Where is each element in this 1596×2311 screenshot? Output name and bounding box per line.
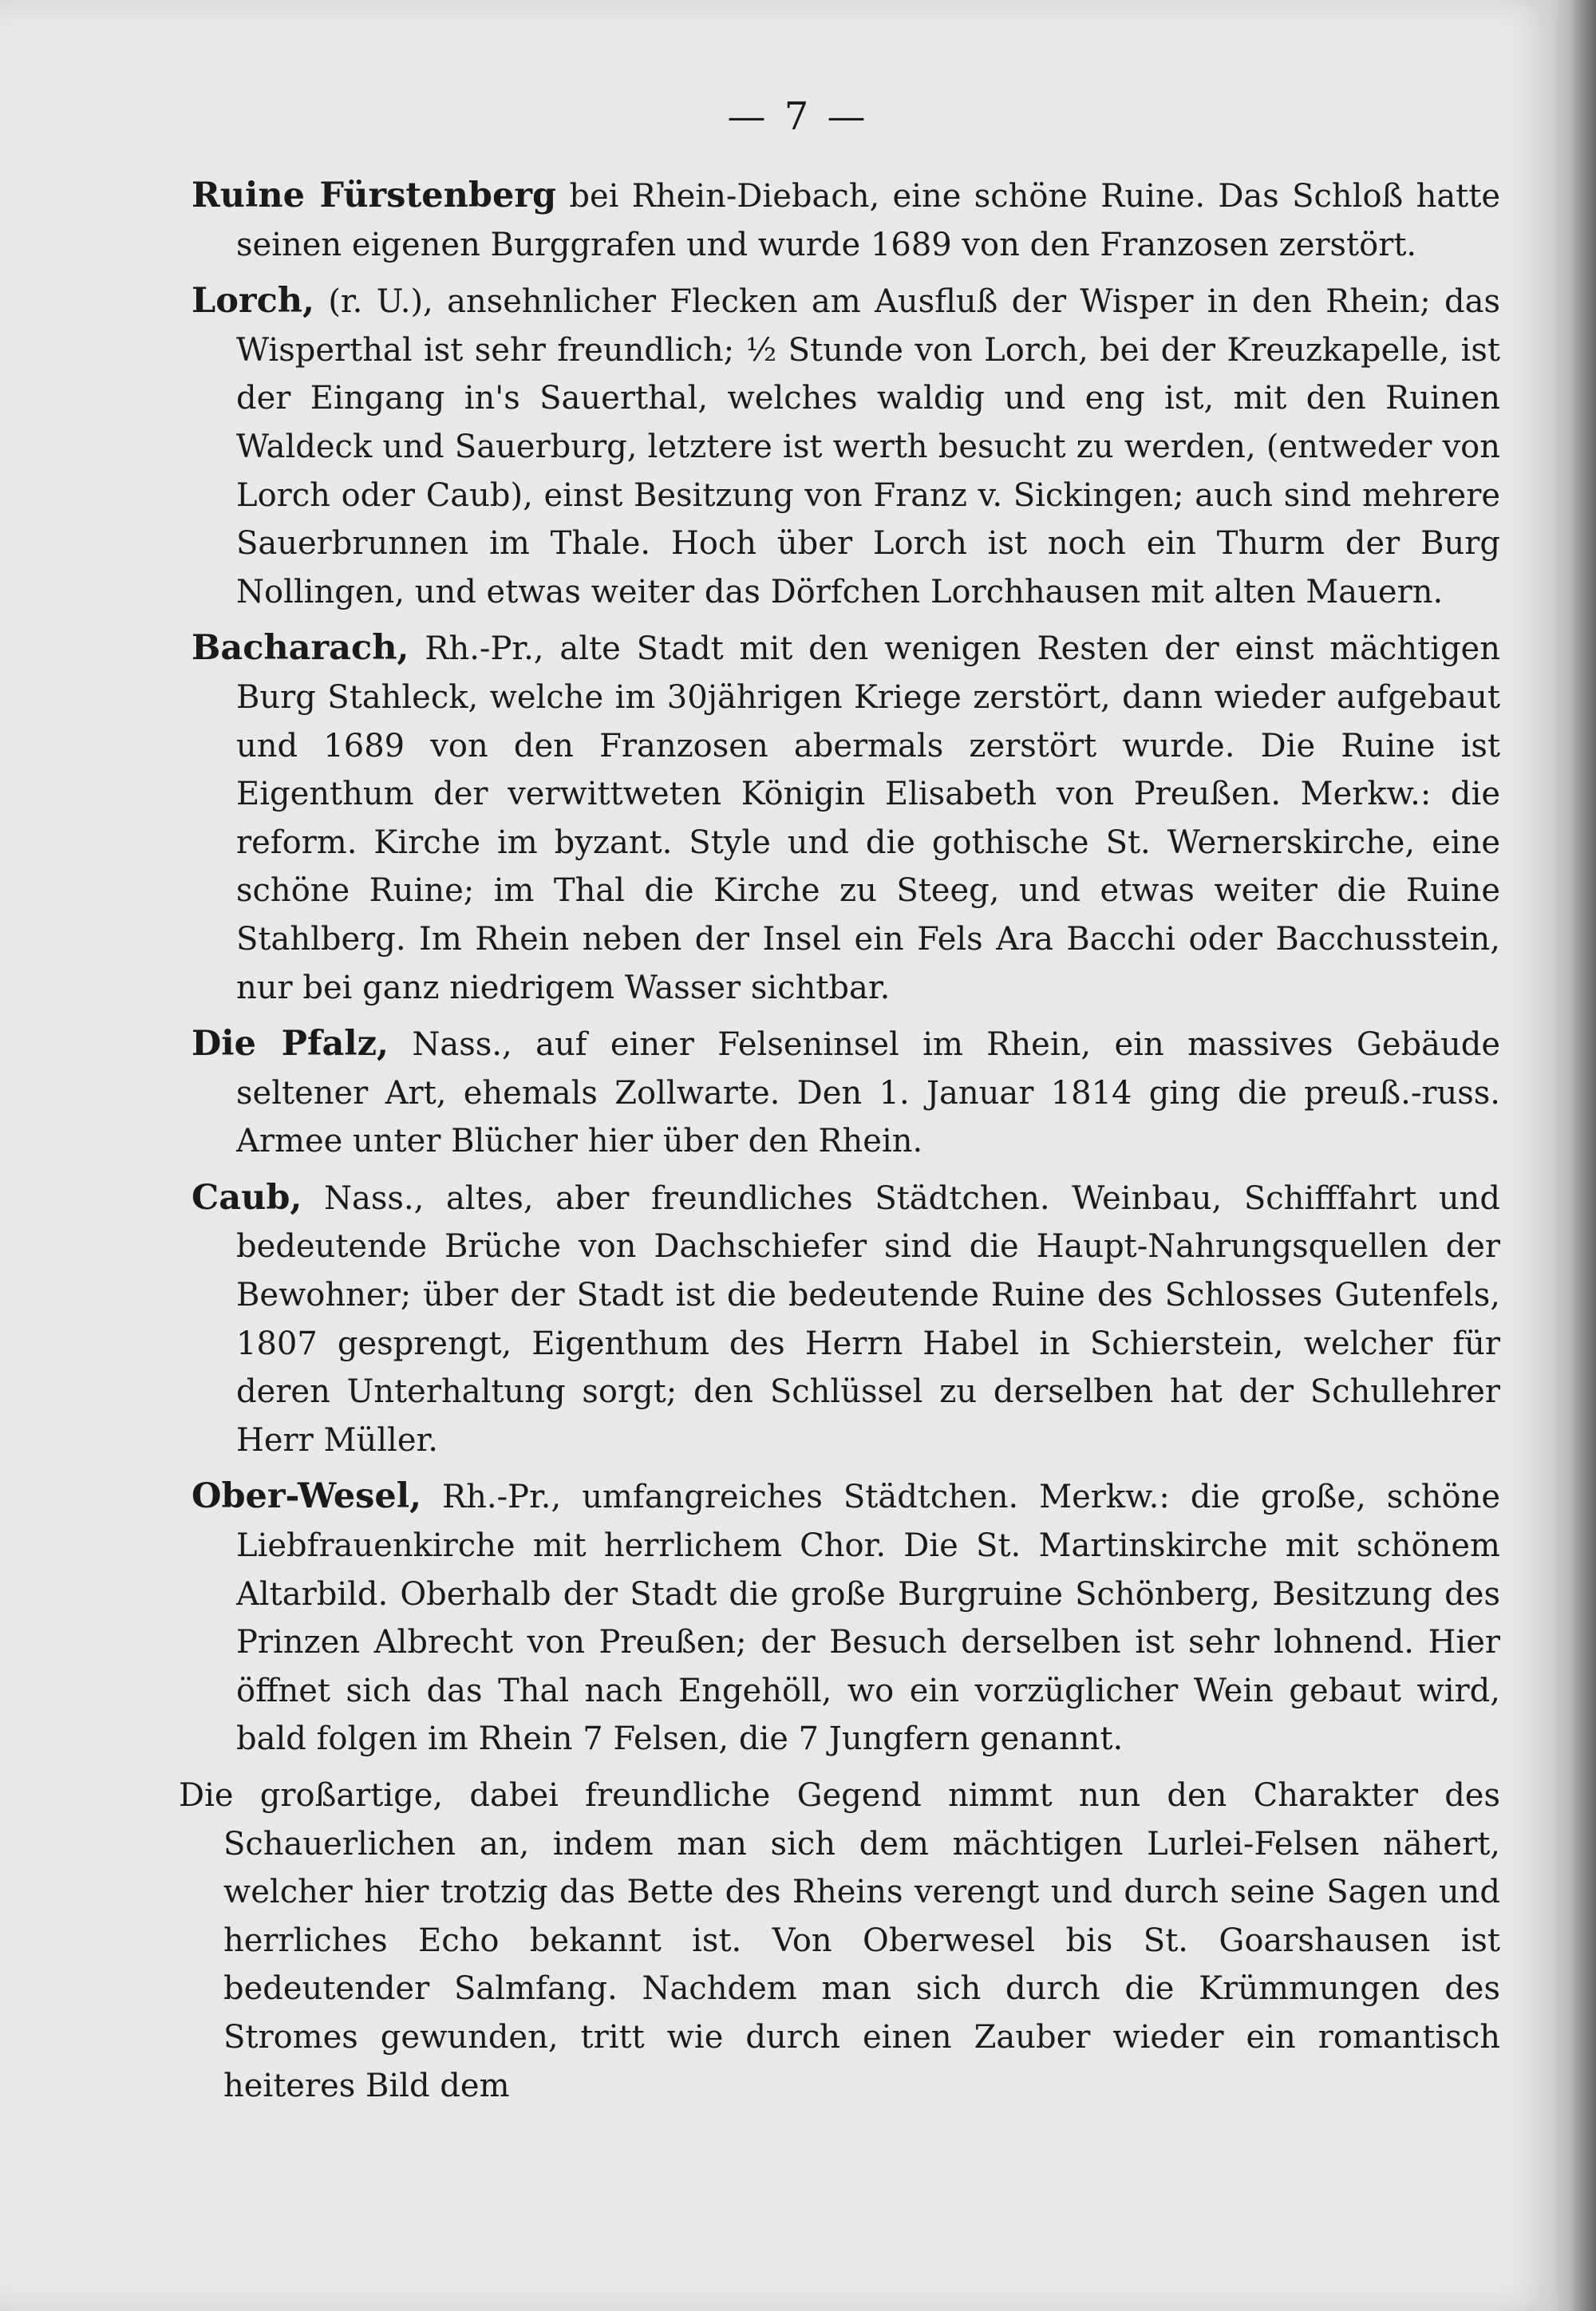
entry-bacharach xyxy=(192,624,1500,1012)
entry-die-pfalz xyxy=(192,1020,1500,1166)
entry-text: Rh.-Pr., alte Stadt mit den wenigen Resten der einst mächtigen Burg Stahleck, welche im 30jährigen Kriege zerstört, dann wieder aufgebaut und 1689 von den Franzosen abermals zerstört wurde. Die Ruine ist Eigenthum der verwittweten Königin Elisabeth von Preußen. Merkw.: die reform. Kirche im byzant. Style und die gothische St. Wernerskirche, eine schöne Ruine; im Thal die Kirche zu Steeg, und etwas weiter die Ruine Stahlberg. Im Rhein neben der Insel ein Fels Ara Bacchi oder Bacchusstein, nur bei ganz niedrigem Wasser sichtbar. xyxy=(236,630,1500,1006)
entry-heading: Lorch, xyxy=(192,281,314,322)
entry-heading: Ruine Fürstenberg xyxy=(192,176,557,215)
entry-text: Nass., altes, aber freundliches Städtchen. Weinbau, Schifffahrt und bedeutende Brüche von Dachschiefer sind die Haupt-Nahrungsquellen der Bewohner; über der Stadt ist die bedeutende Ruine des Schlosses Gutenfels, 1807 gesprengt, Eigenthum des Herrn Habel in Schierstein, welcher für deren Unterhaltung sorgt; den Schlüssel zu derselben hat der Schullehrer Herr Müller. xyxy=(236,1179,1500,1459)
page-body xyxy=(179,172,1501,2110)
book-page-edge xyxy=(1552,0,1596,2311)
entry-text: Rh.-Pr., umfangreiches Städtchen. Merkw.: die große, schöne Liebfrauenkirche mit herrlichem Chor. Die St. Martinskirche mit schönem Altarbild. Oberhalb der Stadt die große Burgruine Schönberg, Besitzung des Prinzen Albrecht von Preußen; der Besuch derselben ist sehr lohnend. Hier öffnet sich das Thal nach Engehöll, wo ein vorzüglicher Wein gebaut wird, bald folgen im Rhein 7 Felsen, die 7 Jungfern genannt. xyxy=(236,1479,1501,1758)
entry-heading: Caub, xyxy=(192,1177,302,1218)
entry-text: (r. U.), ansehnlicher Flecken am Ausfluß der Wisper in den Rhein; das Wisperthal ist sehr freundlich; ½ Stunde von Lorch, bei der Kreuzkapelle, ist der Eingang in's Sauerthal, welches waldig und eng ist, mit den Ruinen Waldeck und Sauerburg, letztere ist werth besucht zu werden, (entweder von Lorch oder Caub), einst Besitzung von Franz v. Sickingen; auch sind mehrere Sauerbrunnen im Thale. Hoch über Lorch ist noch ein Thurm der Burg Nollingen, und etwas weiter das Dörfchen Lorchhausen mit alten Mauern. xyxy=(236,283,1500,610)
entry-ruine-fuerstenberg xyxy=(192,172,1500,269)
entry-ober-wesel xyxy=(192,1472,1500,1764)
entry-caub xyxy=(192,1174,1500,1465)
page-number: — 7 — xyxy=(727,94,869,139)
entry-lorch xyxy=(192,277,1500,616)
entry-heading: Bacharach, xyxy=(192,628,409,669)
entry-text: bei Rhein-Diebach, eine schöne Ruine. Das Schloß hatte seinen eigenen Burggrafen und wurde 1689 von den Franzosen zerstört. xyxy=(236,178,1501,263)
entry-heading: Ober-Wesel, xyxy=(192,1476,422,1517)
entry-text: Nass., auf einer Felseninsel im Rhein, ein massives Gebäude seltener Art, ehemals Zollwarte. Den 1. Januar 1814 ging die preuß.-russ. Armee unter Blücher hier über den Rhein. xyxy=(236,1026,1500,1160)
entry-heading: Die Pfalz, xyxy=(192,1024,389,1065)
closing-paragraph: Die großartige, dabei freundliche Gegend nimmt nun den Charakter des Schauerlichen an, indem man sich dem mächtigen Lurlei-Felsen nähert, welcher hier trotzig das Bette des Rheins verengt und durch seine Sagen und herrliches Echo bekannt ist. Von Oberwesel bis St. Goarshausen ist bedeutender Salmfang. Nachdem man sich durch die Krümmungen des Stromes gewunden, tritt wie durch einen Zauber wieder ein romantisch heiteres Bild dem xyxy=(179,1777,1500,2104)
